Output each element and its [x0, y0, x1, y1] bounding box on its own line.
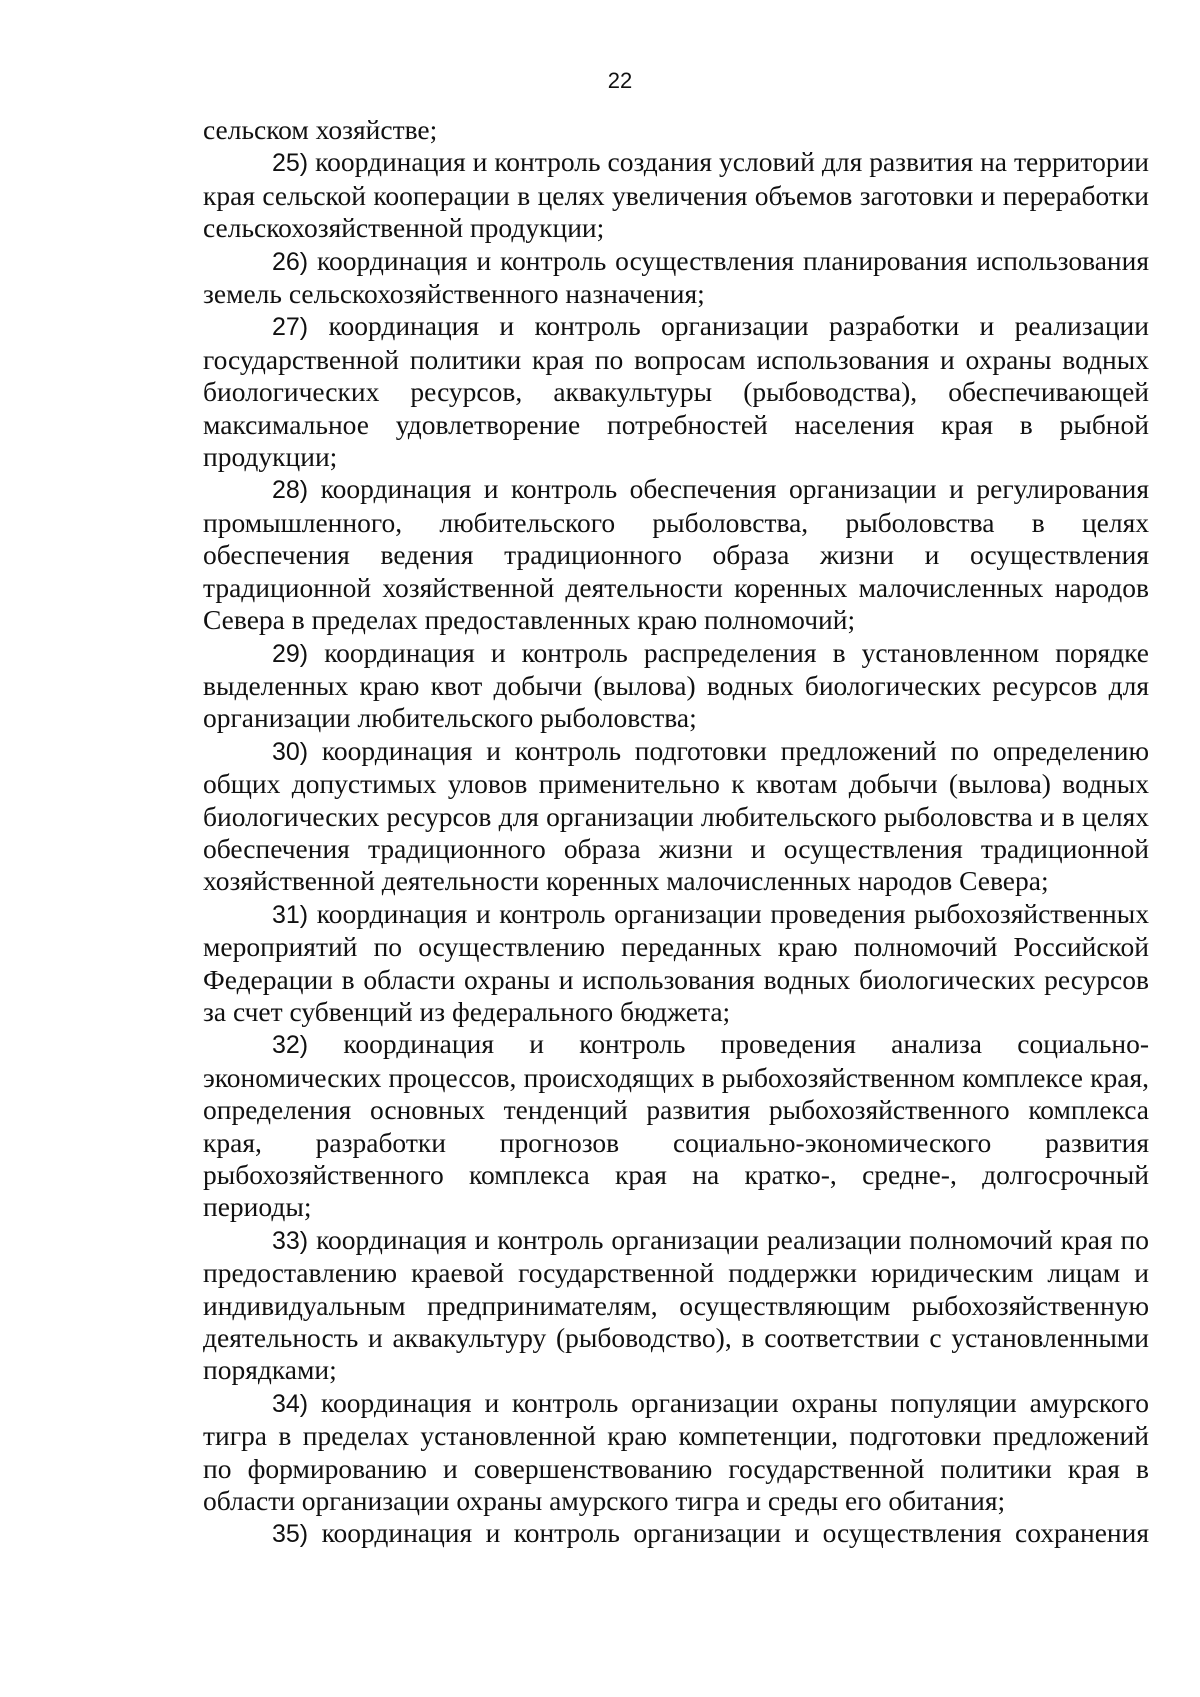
item-number: 29)	[272, 639, 309, 668]
item-number: 35)	[272, 1520, 309, 1549]
item-number: 25)	[272, 149, 309, 178]
list-item	[203, 637, 1149, 735]
document-body	[203, 114, 1149, 1551]
item-number: 26)	[272, 247, 309, 276]
item-text: координация и контроль распределения в установленном порядке выделенных краю квот добычи (вылова) водных биологических ресурсов для организации любительского рыболовства;	[203, 636, 1149, 734]
item-number: 32)	[272, 1031, 309, 1060]
list-item	[203, 310, 1149, 473]
item-text: координация и контроль обеспечения организации и регулирования промышленного, любительского рыболовства, рыболовства в целях обеспечения ведения традиционного образа жизни и осуществления традиционной хозяйственной деятельности коренных малочисленных народов Севера в пределах предоставленных краю полномочий;	[203, 473, 1149, 636]
item-text: координация и контроль осуществления планирования использования земель сельскохозяйственного назначения;	[203, 244, 1149, 310]
intro-line: сельском хозяйстве;	[203, 114, 438, 145]
item-text: координация и контроль организации и осуществления сохранения	[308, 1517, 1149, 1549]
list-item	[203, 473, 1149, 636]
item-number: 27)	[272, 313, 309, 342]
list-item	[203, 146, 1149, 244]
item-number: 34)	[272, 1389, 309, 1418]
item-text: координация и контроль организации проведения рыбохозяйственных мероприятий по осуществлению переданных краю полномочий Российской Федерации в области охраны и использования водных биологических ресурсов за счет субвенций из федерального бюджета;	[203, 897, 1149, 1027]
item-text: координация и контроль организации реализации полномочий края по предоставлению краевой государственной поддержки юридическим лицам и индивидуальным предпринимателям, осуществляющим рыбохозяйственную деятельность и аквакультуру (рыбоводство), в соответствии с установленными порядками;	[203, 1223, 1149, 1386]
item-text: координация и контроль организации разработки и реализации государственной политики края по вопросам использования и охраны водных биологических ресурсов, аквакультуры (рыбоводства), обеспечивающей максимальное удовлетворение потребностей населения края в рыбной продукции;	[203, 310, 1149, 473]
list-item	[203, 245, 1149, 311]
item-number: 31)	[272, 900, 309, 929]
item-text: координация и контроль проведения анализа социально-экономических процессов, происходящих в рыбохозяйственном комплексе края, определения основных тенденций развития рыбохозяйственного комплекса края, разработки прогнозов социально-экономического развития рыбохозяйственного комплекса края на кратко-, средне-, долгосрочный периоды;	[203, 1028, 1149, 1223]
list-item	[203, 1387, 1149, 1518]
item-text: координация и контроль подготовки предложений по определению общих допустимых уловов применительно к квотам добычи (вылова) водных биологических ресурсов для организации любительского рыболовства и в целях обеспечения традиционного образа жизни и осуществления традиционной хозяйственной деятельности коренных малочисленных народов Севера;	[203, 734, 1149, 897]
page-number: 22	[607, 68, 633, 93]
list-item	[203, 1028, 1149, 1223]
list-item	[203, 735, 1149, 898]
list-item	[203, 898, 1149, 1029]
item-list	[203, 146, 1149, 1550]
list-item	[203, 1517, 1149, 1550]
item-text: координация и контроль организации охраны популяции амурского тигра в пределах установленной краю компетенции, подготовки предложений по формированию и совершенствованию государственной политики края в области организации охраны амурского тигра и среды его обитания;	[203, 1386, 1149, 1517]
item-text: координация и контроль создания условий для развития на территории края сельской кооперации в целях увеличения объемов заготовки и переработки сельскохозяйственной продукции;	[203, 146, 1149, 244]
item-number: 28)	[272, 476, 309, 505]
item-number: 30)	[272, 737, 309, 766]
item-number: 33)	[272, 1226, 309, 1255]
list-item	[203, 1224, 1149, 1387]
